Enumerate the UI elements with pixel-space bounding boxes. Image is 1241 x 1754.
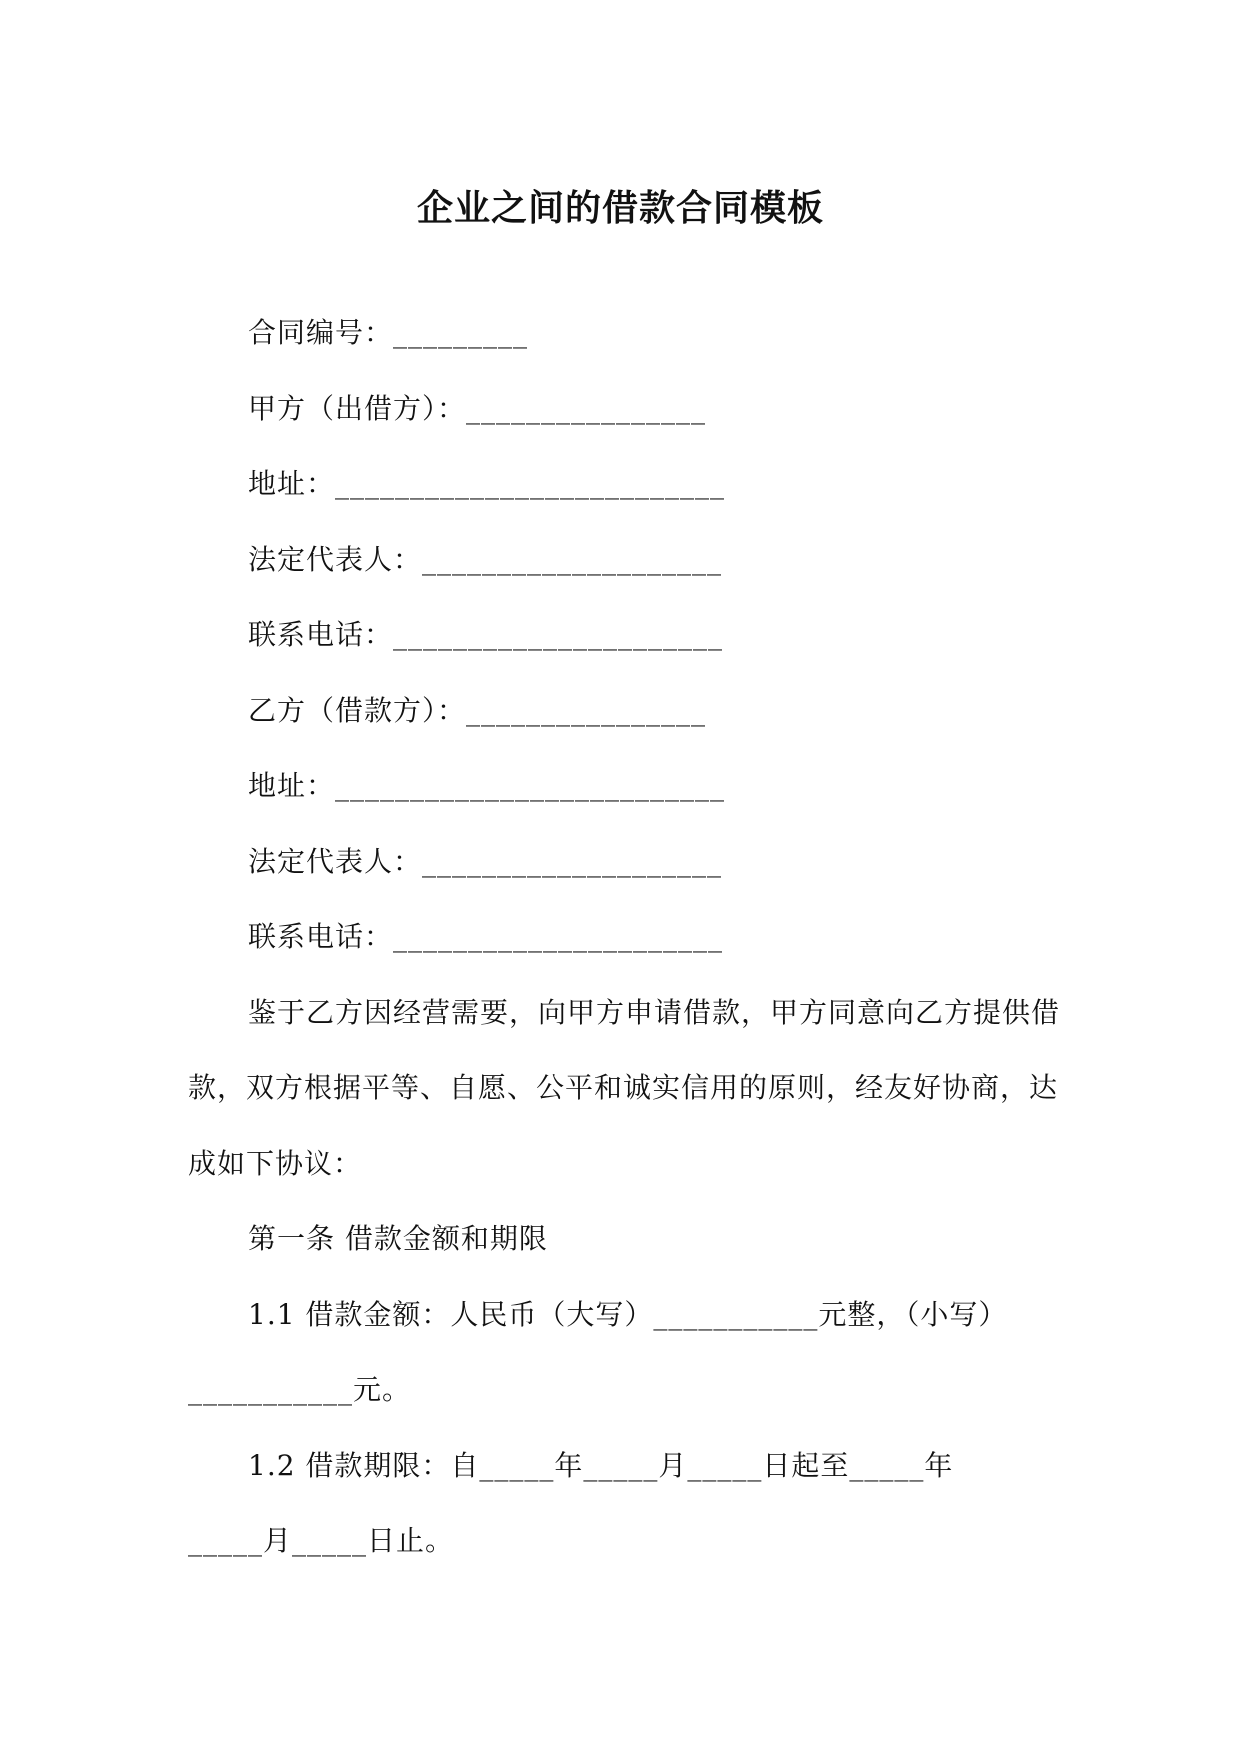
article-1-heading: 第一条 借款金额和期限 — [248, 1222, 548, 1255]
party-a-phone-field: 联系电话：______________________ — [248, 618, 724, 651]
preamble-line-3: 成如下协议： — [188, 1147, 363, 1180]
contract-number-field: 合同编号：_________ — [248, 316, 529, 349]
clause-1-1-line-2: ___________元。 — [188, 1373, 412, 1406]
clause-1-2-line-1: 1.2 借款期限：自_____年_____月_____日起至_____年 — [248, 1449, 954, 1482]
party-b-phone-field: 联系电话：______________________ — [248, 920, 724, 953]
party-a-legal-rep-field: 法定代表人：____________________ — [248, 543, 723, 576]
preamble-line-1: 鉴于乙方因经营需要，向甲方申请借款，甲方同意向乙方提供借 — [248, 996, 1061, 1029]
clause-1-2-line-2: _____月_____日止。 — [188, 1524, 455, 1557]
preamble-line-2: 款，双方根据平等、自愿、公平和诚实信用的原则，经友好协商，达 — [188, 1071, 1059, 1104]
party-b-legal-rep-field: 法定代表人：____________________ — [248, 845, 723, 878]
party-b-address-field: 地址：__________________________ — [248, 769, 726, 802]
document-title: 企业之间的借款合同模板 — [416, 187, 824, 229]
clause-1-1-line-1: 1.1 借款金额：人民币（大写）___________元整，（小写） — [248, 1298, 1008, 1331]
party-a-address-field: 地址：__________________________ — [248, 467, 726, 500]
party-b-borrower-field: 乙方（借款方）：________________ — [248, 694, 707, 727]
party-a-lender-field: 甲方（出借方）：________________ — [248, 392, 707, 425]
